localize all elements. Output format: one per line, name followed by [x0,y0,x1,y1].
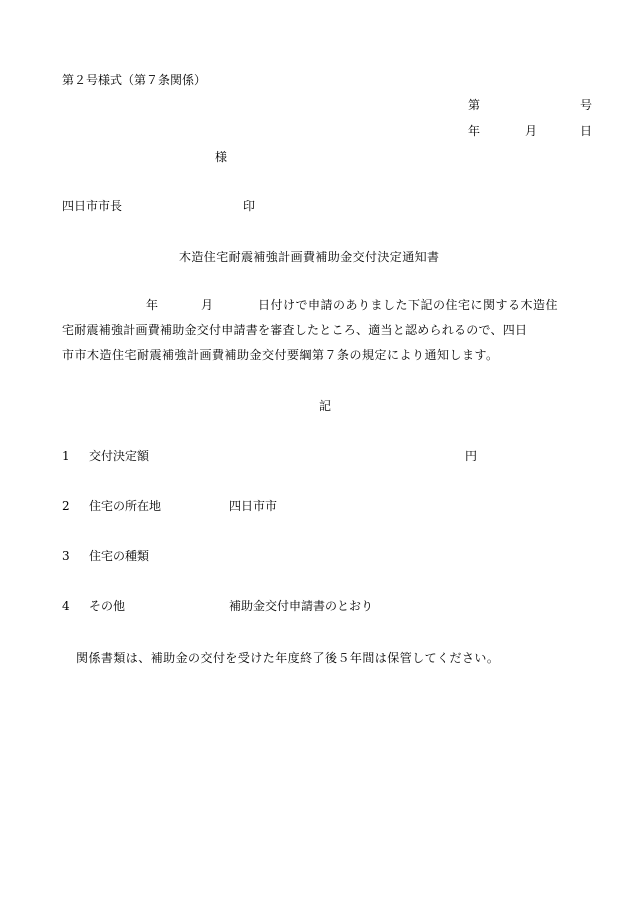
item-number: 2 [62,499,70,513]
date-day-label: 日 [580,124,593,138]
body-line-1: 日付けで申請のありました下記の住宅に関する木造住 [258,298,559,312]
addressee-suffix: 様 [215,150,228,164]
document-title: 木造住宅耐震補強計画費補助金交付決定通知書 [179,250,440,264]
seal-mark: 印 [243,199,256,213]
item-number: 3 [62,549,70,563]
body-month-label: 月 [201,298,214,312]
retention-note: 関係書類は、補助金の交付を受けた年度終了後５年間は保管してください。 [76,651,500,665]
body-line-2: 宅耐震補強計画費補助金交付申請書を審査したところ、適当と認められるので、四日 [62,323,528,337]
item-number: 4 [62,599,70,613]
item-value: 四日市市 [229,499,278,513]
body-year-label: 年 [146,298,159,312]
item-number: 1 [62,449,70,463]
document-number-suffix: 号 [580,98,593,112]
item-value: 補助金交付申請書のとおり [229,599,374,613]
document-number-prefix: 第 [468,98,481,112]
form-number-label: 第２号様式（第７条関係） [62,73,207,87]
item-unit: 円 [465,449,478,463]
item-label: その他 [89,599,126,613]
body-line-3: 市市木造住宅耐震補強計画費補助金交付要綱第７条の規定により通知します。 [62,348,499,362]
item-label: 交付決定額 [89,449,150,463]
issuer-name: 四日市市長 [62,199,123,213]
item-label: 住宅の種類 [89,549,150,563]
date-month-label: 月 [525,124,538,138]
date-year-label: 年 [468,124,481,138]
item-label: 住宅の所在地 [89,499,162,513]
ki-heading: 記 [319,399,332,413]
